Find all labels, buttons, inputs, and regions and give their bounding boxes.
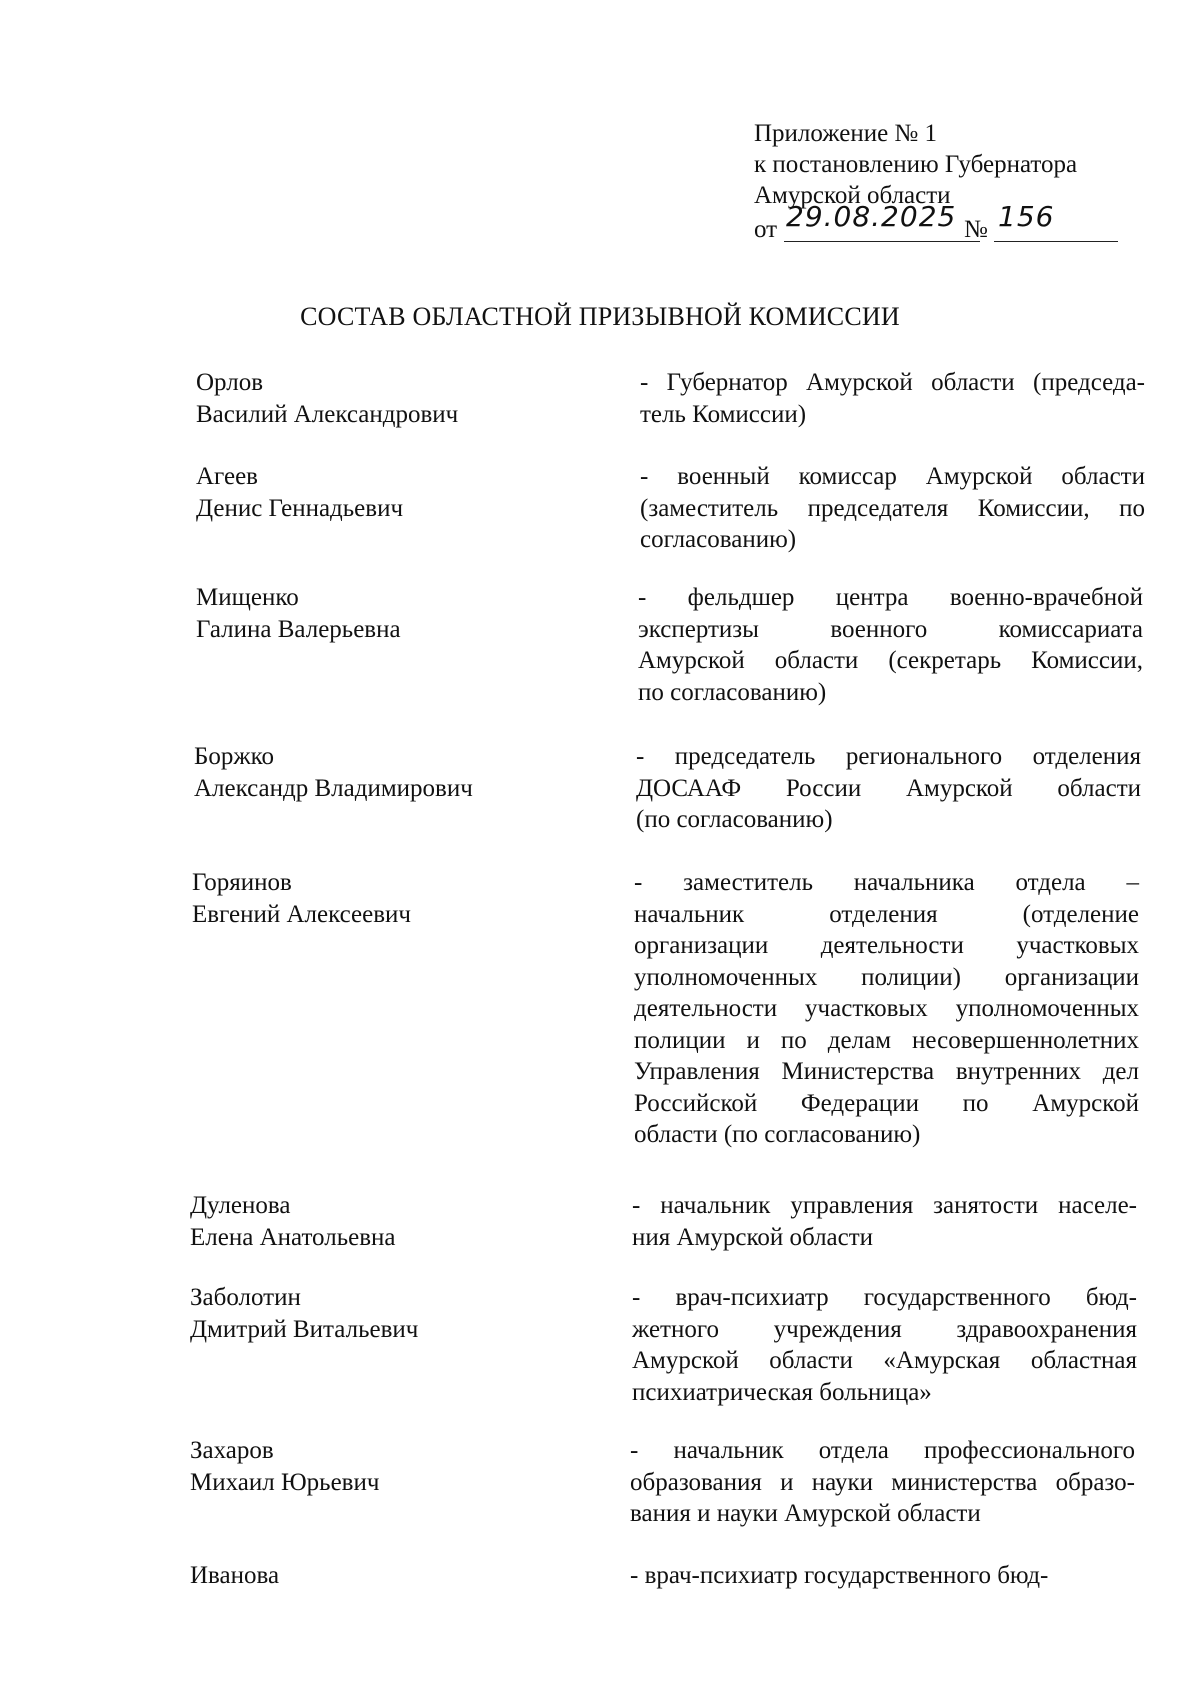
member-given-names: Александр Владимирович <box>194 774 473 802</box>
appendix-decree-ref: к постановлению Губернатора <box>754 151 1078 178</box>
member-given-names: Дмитрий Витальевич <box>190 1315 419 1343</box>
member-surname: Иванова <box>190 1562 280 1589</box>
member-surname: Заболотин <box>190 1284 301 1311</box>
member-role <box>634 867 1139 1151</box>
document-title: СОСТАВ ОБЛАСТНОЙ ПРИЗЫВНОЙ КОМИССИИ <box>300 302 900 331</box>
member-role-line: Российской Федерации по Амурской <box>634 1089 1139 1117</box>
member-surname: Боржко <box>194 743 275 770</box>
appendix-date-number-line <box>754 200 1154 247</box>
member-role <box>632 1190 1137 1253</box>
handwritten-number: 156 <box>998 200 1055 233</box>
appendix-header <box>754 118 1154 247</box>
member-role <box>640 367 1145 430</box>
member-role <box>630 1560 1135 1592</box>
member-role-line: - врач-психиатр государственного бюд- <box>630 1562 1049 1589</box>
member-role-line: ния Амурской области <box>632 1223 874 1251</box>
member-name <box>192 867 572 930</box>
member-role-line: ДОСААФ России Амурской области <box>636 774 1141 802</box>
member-role-line: - врач-психиатр государственного бюд- <box>632 1284 1137 1311</box>
member-name <box>190 1282 570 1345</box>
member-role <box>632 1282 1137 1408</box>
date-prefix: от <box>754 216 778 243</box>
member-role <box>636 741 1141 836</box>
appendix-region: Амурской области <box>754 182 951 209</box>
member-surname: Орлов <box>196 369 264 396</box>
member-role-line: - военный комиссар Амурской области <box>640 463 1145 490</box>
member-name <box>194 741 574 804</box>
member-role-line: (по согласованию) <box>636 806 833 833</box>
member-role-line: организации деятельности участковых <box>634 932 1139 959</box>
member-given-names: Елена Анатольевна <box>190 1223 396 1251</box>
member-role-line: полиции и по делам несовершеннолетних <box>634 1026 1139 1054</box>
member-given-names: Галина Валерьевна <box>196 615 401 643</box>
member-role-line: - заместитель начальника отдела – <box>634 869 1139 896</box>
member-role-line: согласованию) <box>640 526 797 553</box>
member-role-line: Амурской области (секретарь Комиссии, <box>638 647 1143 674</box>
member-given-names: Евгений Алексеевич <box>192 900 411 928</box>
member-role-line: (заместитель председателя Комиссии, по <box>640 494 1145 522</box>
member-name <box>190 1190 570 1253</box>
member-role-line: - председатель регионального отделения <box>636 743 1141 770</box>
member-role-line: Амурской области «Амурская областная <box>632 1347 1137 1374</box>
member-role-line: жетного учреждения здравоохранения <box>632 1315 1137 1343</box>
member-role <box>640 461 1145 556</box>
member-role-line: вания и науки Амурской области <box>630 1500 981 1527</box>
member-name <box>196 461 576 524</box>
member-role-line: по согласованию) <box>638 678 827 706</box>
member-surname: Мищенко <box>196 584 299 611</box>
member-role-line: области (по согласованию) <box>634 1121 921 1148</box>
member-role-line: - начальник управления занятости населе- <box>632 1192 1137 1219</box>
member-role <box>638 582 1143 708</box>
number-sign: № <box>964 216 988 243</box>
member-role-line: - начальник отдела профессионального <box>630 1437 1135 1464</box>
member-name <box>190 1560 570 1592</box>
member-given-names: Михаил Юрьевич <box>190 1468 380 1496</box>
member-role-line: - фельдшер центра военно-врачебной <box>638 584 1143 611</box>
member-name <box>196 367 576 430</box>
member-surname: Агеев <box>196 463 258 490</box>
member-role-line: образования и науки министерства образо- <box>630 1468 1135 1496</box>
member-surname: Горяинов <box>192 869 292 896</box>
member-given-names: Денис Геннадьевич <box>196 494 404 522</box>
member-name <box>190 1435 570 1498</box>
member-role <box>630 1435 1135 1530</box>
member-role-line: психиатрическая больница» <box>632 1378 932 1406</box>
member-role-line: деятельности участковых уполномоченных <box>634 995 1139 1022</box>
handwritten-date: 29.08.2025 <box>786 200 957 233</box>
appendix-title: Приложение № 1 <box>754 120 938 147</box>
member-role-line: - Губернатор Амурской области (председа- <box>640 369 1145 396</box>
member-surname: Захаров <box>190 1437 274 1464</box>
number-field <box>994 200 1118 242</box>
member-given-names: Василий Александрович <box>196 400 459 428</box>
member-role-line: начальник отделения (отделение <box>634 900 1139 928</box>
member-role-line: экспертизы военного комиссариата <box>638 615 1143 643</box>
member-name <box>196 582 576 645</box>
date-field <box>784 200 980 242</box>
member-role-line: уполномоченных полиции) организации <box>634 963 1139 991</box>
member-surname: Дуленова <box>190 1192 291 1219</box>
member-role-line: Управления Министерства внутренних дел <box>634 1058 1139 1085</box>
member-role-line: тель Комиссии) <box>640 400 807 428</box>
